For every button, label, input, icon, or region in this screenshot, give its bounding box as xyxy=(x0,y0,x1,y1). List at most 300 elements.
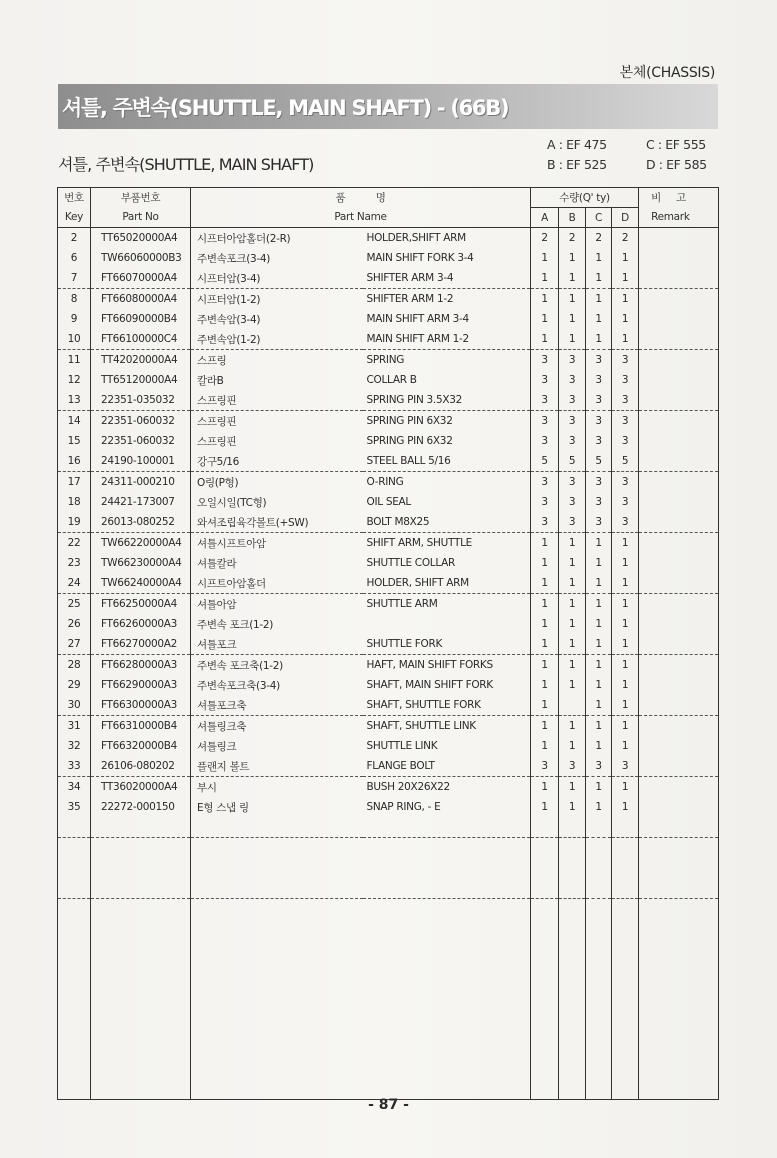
qty-b xyxy=(559,1019,586,1039)
table-row xyxy=(58,289,719,310)
qty-d: 3 xyxy=(612,350,639,371)
qty-b: 1 xyxy=(559,777,586,798)
model-a: A : EF 475 xyxy=(547,137,607,152)
empty-row xyxy=(58,817,719,838)
qty-b xyxy=(559,899,586,920)
remark xyxy=(639,268,719,289)
part-number xyxy=(91,959,191,979)
part-key: 11 xyxy=(58,350,91,371)
part-name-english xyxy=(363,838,531,859)
qty-c: 1 xyxy=(586,736,612,756)
part-name-korean: 플랜지 볼트 xyxy=(191,756,363,777)
qty-c: 1 xyxy=(586,268,612,289)
part-number: TT65020000A4 xyxy=(91,228,191,249)
part-key xyxy=(58,1039,91,1059)
part-name-english: MAIN SHIFT ARM 3-4 xyxy=(363,309,531,329)
empty-row xyxy=(58,999,719,1019)
part-name-english xyxy=(363,878,531,899)
col-key-en: Key xyxy=(58,208,91,228)
part-name-korean xyxy=(191,1039,363,1059)
qty-a: 3 xyxy=(531,350,559,371)
qty-a: 1 xyxy=(531,594,559,615)
qty-d xyxy=(612,817,639,838)
part-key: 30 xyxy=(58,695,91,716)
qty-c: 3 xyxy=(586,390,612,411)
part-name-english: O-RING xyxy=(363,472,531,493)
part-key: 33 xyxy=(58,756,91,777)
part-name-english: MAIN SHIFT ARM 1-2 xyxy=(363,329,531,350)
part-number: FT66250000A4 xyxy=(91,594,191,615)
qty-c xyxy=(586,959,612,979)
part-name-korean: 오일시일(TC형) xyxy=(191,492,363,512)
qty-d: 3 xyxy=(612,472,639,493)
part-name-english: STEEL BALL 5/16 xyxy=(363,451,531,472)
model-b: B : EF 525 xyxy=(547,157,607,172)
remark xyxy=(639,899,719,920)
col-part-no-kr: 부품번호 xyxy=(91,188,191,208)
part-name-korean: 셔틀링크축 xyxy=(191,716,363,737)
part-name-korean xyxy=(191,1059,363,1079)
part-name-english: BUSH 20X26X22 xyxy=(363,777,531,798)
table-row xyxy=(58,268,719,289)
qty-a: 1 xyxy=(531,533,559,554)
qty-d xyxy=(612,899,639,920)
qty-a: 3 xyxy=(531,431,559,451)
table-row xyxy=(58,614,719,634)
qty-a xyxy=(531,919,559,939)
qty-a: 1 xyxy=(531,614,559,634)
qty-b: 1 xyxy=(559,553,586,573)
part-key: 14 xyxy=(58,411,91,432)
qty-c: 1 xyxy=(586,573,612,594)
remark xyxy=(639,756,719,777)
parts-table-body xyxy=(58,228,719,1100)
part-name-english: SHUTTLE LINK xyxy=(363,736,531,756)
part-number: 24311-000210 xyxy=(91,472,191,493)
part-name-korean: 강구5/16 xyxy=(191,451,363,472)
qty-c: 1 xyxy=(586,777,612,798)
part-name-english: SHUTTLE ARM xyxy=(363,594,531,615)
part-key: 32 xyxy=(58,736,91,756)
part-name-korean: 셔틀포크축 xyxy=(191,695,363,716)
part-name-english: SHIFTER ARM 1-2 xyxy=(363,289,531,310)
part-number xyxy=(91,939,191,959)
part-name-korean: 주변속포크축(3-4) xyxy=(191,675,363,695)
part-key xyxy=(58,899,91,920)
qty-c: 2 xyxy=(586,228,612,249)
remark xyxy=(639,817,719,838)
remark xyxy=(639,553,719,573)
part-name-korean: 셔틀포크 xyxy=(191,634,363,655)
part-name-english: SPRING xyxy=(363,350,531,371)
qty-a: 1 xyxy=(531,268,559,289)
empty-row xyxy=(58,899,719,920)
part-name-korean: 와셔조립육각볼트(+SW) xyxy=(191,512,363,533)
qty-d: 5 xyxy=(612,451,639,472)
remark xyxy=(639,939,719,959)
remark xyxy=(639,390,719,411)
part-name-english: OIL SEAL xyxy=(363,492,531,512)
table-row xyxy=(58,594,719,615)
remark xyxy=(639,695,719,716)
qty-a: 3 xyxy=(531,472,559,493)
part-number xyxy=(91,858,191,878)
part-name-korean xyxy=(191,838,363,859)
qty-d: 3 xyxy=(612,512,639,533)
qty-b: 5 xyxy=(559,451,586,472)
part-name-korean: 셔틀아암 xyxy=(191,594,363,615)
col-qty-a: A xyxy=(531,208,559,228)
qty-c: 1 xyxy=(586,695,612,716)
part-number xyxy=(91,899,191,920)
part-number: TT65120000A4 xyxy=(91,370,191,390)
part-name-korean: 주변속포크(3-4) xyxy=(191,248,363,268)
part-key xyxy=(58,1059,91,1079)
part-key: 31 xyxy=(58,716,91,737)
part-number: FT66070000A4 xyxy=(91,268,191,289)
part-name-english xyxy=(363,939,531,959)
qty-a xyxy=(531,858,559,878)
part-name-english: SPRING PIN 6X32 xyxy=(363,431,531,451)
qty-c xyxy=(586,878,612,899)
qty-d: 1 xyxy=(612,533,639,554)
part-name-english: SHUTTLE COLLAR xyxy=(363,553,531,573)
qty-b: 1 xyxy=(559,716,586,737)
table-row xyxy=(58,451,719,472)
part-name-korean: 주변속 포크축(1-2) xyxy=(191,655,363,676)
qty-d: 1 xyxy=(612,655,639,676)
part-name-english: SHAFT, SHUTTLE LINK xyxy=(363,716,531,737)
remark xyxy=(639,573,719,594)
model-c: C : EF 555 xyxy=(646,137,706,152)
qty-b: 1 xyxy=(559,329,586,350)
part-key: 27 xyxy=(58,634,91,655)
qty-c: 3 xyxy=(586,756,612,777)
qty-b: 1 xyxy=(559,533,586,554)
remark xyxy=(639,878,719,899)
part-key xyxy=(58,959,91,979)
qty-c: 1 xyxy=(586,634,612,655)
part-number: 22351-035032 xyxy=(91,390,191,411)
qty-d xyxy=(612,999,639,1019)
qty-d: 1 xyxy=(612,695,639,716)
qty-c: 1 xyxy=(586,675,612,695)
part-name-korean: 스프링핀 xyxy=(191,431,363,451)
empty-row xyxy=(58,1039,719,1059)
qty-d: 1 xyxy=(612,289,639,310)
empty-row xyxy=(58,1059,719,1079)
qty-b xyxy=(559,939,586,959)
part-name-english xyxy=(363,1019,531,1039)
part-number: FT66310000B4 xyxy=(91,716,191,737)
part-name-korean xyxy=(191,817,363,838)
part-name-korean xyxy=(191,999,363,1019)
page-subtitle: 셔틀, 주변속(SHUTTLE, MAIN SHAFT) xyxy=(58,155,314,174)
part-name-korean: 주변속암(3-4) xyxy=(191,309,363,329)
qty-d xyxy=(612,939,639,959)
qty-a: 3 xyxy=(531,512,559,533)
col-key-kr: 번호 xyxy=(58,188,91,208)
part-name-korean xyxy=(191,939,363,959)
qty-b: 3 xyxy=(559,472,586,493)
col-part-no-en: Part No xyxy=(91,208,191,228)
qty-b xyxy=(559,979,586,999)
table-row xyxy=(58,573,719,594)
part-name-korean xyxy=(191,959,363,979)
qty-b xyxy=(559,1059,586,1079)
table-row xyxy=(58,350,719,371)
part-name-korean: 셔틀칼라 xyxy=(191,553,363,573)
part-number: 26106-080202 xyxy=(91,756,191,777)
qty-d xyxy=(612,838,639,859)
part-number xyxy=(91,1019,191,1039)
part-key xyxy=(58,878,91,899)
qty-c: 3 xyxy=(586,492,612,512)
qty-b xyxy=(559,838,586,859)
qty-a: 1 xyxy=(531,675,559,695)
qty-c: 3 xyxy=(586,431,612,451)
part-number: FT66300000A3 xyxy=(91,695,191,716)
part-key xyxy=(58,999,91,1019)
part-key xyxy=(58,1019,91,1039)
part-name-korean xyxy=(191,858,363,878)
remark xyxy=(639,959,719,979)
part-name-korean: 셔틀시프트아암 xyxy=(191,533,363,554)
qty-a: 1 xyxy=(531,716,559,737)
qty-c: 1 xyxy=(586,309,612,329)
qty-d: 3 xyxy=(612,431,639,451)
qty-d: 1 xyxy=(612,309,639,329)
part-name-english: SNAP RING, - E xyxy=(363,797,531,817)
part-name-korean: O링(P형) xyxy=(191,472,363,493)
part-number: TW66060000B3 xyxy=(91,248,191,268)
part-name-english xyxy=(363,919,531,939)
qty-b xyxy=(559,999,586,1019)
part-name-english xyxy=(363,979,531,999)
part-name-english: SHIFTER ARM 3-4 xyxy=(363,268,531,289)
part-number xyxy=(91,817,191,838)
remark xyxy=(639,350,719,371)
part-name-english xyxy=(363,614,531,634)
part-number xyxy=(91,919,191,939)
qty-a: 1 xyxy=(531,736,559,756)
qty-a: 1 xyxy=(531,573,559,594)
qty-c xyxy=(586,899,612,920)
qty-b: 1 xyxy=(559,797,586,817)
qty-d xyxy=(612,1059,639,1079)
qty-c xyxy=(586,1059,612,1079)
qty-b: 3 xyxy=(559,756,586,777)
remark xyxy=(639,1039,719,1059)
page-number: - 87 - xyxy=(368,1097,409,1113)
qty-d: 1 xyxy=(612,675,639,695)
table-row xyxy=(58,655,719,676)
qty-c: 1 xyxy=(586,594,612,615)
part-number: TW66240000A4 xyxy=(91,573,191,594)
qty-a xyxy=(531,939,559,959)
col-qty-kr: 수량(Q' ty) xyxy=(531,188,639,208)
remark xyxy=(639,919,719,939)
qty-c: 1 xyxy=(586,797,612,817)
part-name-korean: 주변속암(1-2) xyxy=(191,329,363,350)
empty-row xyxy=(58,939,719,959)
part-key: 23 xyxy=(58,553,91,573)
qty-a: 1 xyxy=(531,309,559,329)
qty-d: 3 xyxy=(612,370,639,390)
part-name-english: SHAFT, MAIN SHIFT FORK xyxy=(363,675,531,695)
qty-d: 3 xyxy=(612,390,639,411)
part-name-korean: 주변속 포크(1-2) xyxy=(191,614,363,634)
part-key xyxy=(58,979,91,999)
table-row xyxy=(58,756,719,777)
part-number xyxy=(91,1059,191,1079)
qty-d: 3 xyxy=(612,411,639,432)
part-key: 25 xyxy=(58,594,91,615)
qty-d xyxy=(612,858,639,878)
qty-a: 2 xyxy=(531,228,559,249)
remark xyxy=(639,858,719,878)
remark xyxy=(639,492,719,512)
part-name-english: MAIN SHIFT FORK 3-4 xyxy=(363,248,531,268)
part-number xyxy=(91,838,191,859)
qty-b: 1 xyxy=(559,655,586,676)
part-name-english: COLLAR B xyxy=(363,370,531,390)
banner-title: 셔틀, 주변속(SHUTTLE, MAIN SHAFT) - (66B) xyxy=(62,96,509,120)
qty-c: 3 xyxy=(586,512,612,533)
qty-b xyxy=(559,878,586,899)
qty-b: 3 xyxy=(559,350,586,371)
col-qty-d: D xyxy=(612,208,639,228)
part-name-korean: 스프링 xyxy=(191,350,363,371)
qty-a: 3 xyxy=(531,756,559,777)
part-name-korean xyxy=(191,899,363,920)
remark xyxy=(639,1019,719,1039)
part-key xyxy=(58,919,91,939)
part-key: 8 xyxy=(58,289,91,310)
part-key xyxy=(58,939,91,959)
part-name-korean: E형 스냅 링 xyxy=(191,797,363,817)
remark xyxy=(639,431,719,451)
table-row xyxy=(58,329,719,350)
qty-b: 1 xyxy=(559,289,586,310)
part-key: 17 xyxy=(58,472,91,493)
qty-c xyxy=(586,1039,612,1059)
part-key: 26 xyxy=(58,614,91,634)
qty-c xyxy=(586,999,612,1019)
part-number: FT66090000B4 xyxy=(91,309,191,329)
qty-b xyxy=(559,959,586,979)
qty-d: 1 xyxy=(612,248,639,268)
table-row xyxy=(58,411,719,432)
part-key xyxy=(58,817,91,838)
part-number: 24421-173007 xyxy=(91,492,191,512)
table-row xyxy=(58,675,719,695)
qty-b: 2 xyxy=(559,228,586,249)
remark xyxy=(639,614,719,634)
part-name-korean: 부시 xyxy=(191,777,363,798)
qty-c: 1 xyxy=(586,614,612,634)
table-row xyxy=(58,390,719,411)
part-name-korean: 시프터암(1-2) xyxy=(191,289,363,310)
remark xyxy=(639,1059,719,1079)
qty-a xyxy=(531,878,559,899)
part-name-english: SPRING PIN 6X32 xyxy=(363,411,531,432)
part-key: 9 xyxy=(58,309,91,329)
qty-d: 1 xyxy=(612,268,639,289)
table-row xyxy=(58,716,719,737)
qty-d xyxy=(612,959,639,979)
remark xyxy=(639,472,719,493)
part-number: TW66230000A4 xyxy=(91,553,191,573)
part-key: 7 xyxy=(58,268,91,289)
part-name-korean: 시프터암(3-4) xyxy=(191,268,363,289)
part-key: 13 xyxy=(58,390,91,411)
qty-b: 1 xyxy=(559,634,586,655)
remark xyxy=(639,675,719,695)
qty-c: 1 xyxy=(586,248,612,268)
qty-c: 1 xyxy=(586,553,612,573)
part-number: 22272-000150 xyxy=(91,797,191,817)
qty-d: 3 xyxy=(612,756,639,777)
qty-c xyxy=(586,817,612,838)
qty-a: 1 xyxy=(531,553,559,573)
table-row xyxy=(58,228,719,249)
table-row xyxy=(58,736,719,756)
qty-c xyxy=(586,939,612,959)
remark xyxy=(639,248,719,268)
remark xyxy=(639,512,719,533)
remark xyxy=(639,594,719,615)
part-key: 16 xyxy=(58,451,91,472)
qty-a: 1 xyxy=(531,777,559,798)
qty-b: 1 xyxy=(559,268,586,289)
empty-row xyxy=(58,878,719,899)
col-part-name-kr: 품 명 xyxy=(191,188,531,208)
table-row xyxy=(58,512,719,533)
qty-d: 1 xyxy=(612,594,639,615)
table-row xyxy=(58,634,719,655)
qty-a xyxy=(531,817,559,838)
part-name-korean: 칼라B xyxy=(191,370,363,390)
remark xyxy=(639,777,719,798)
part-number: 24190-100001 xyxy=(91,451,191,472)
part-name-english: HOLDER, SHIFT ARM xyxy=(363,573,531,594)
part-number: 26013-080252 xyxy=(91,512,191,533)
part-name-korean: 시프터아암홀더(2-R) xyxy=(191,228,363,249)
qty-d: 2 xyxy=(612,228,639,249)
part-name-english xyxy=(363,1039,531,1059)
empty-row xyxy=(58,838,719,859)
qty-a: 3 xyxy=(531,492,559,512)
part-key: 15 xyxy=(58,431,91,451)
part-name-english: SHIFT ARM, SHUTTLE xyxy=(363,533,531,554)
qty-b: 3 xyxy=(559,512,586,533)
part-key: 24 xyxy=(58,573,91,594)
remark xyxy=(639,979,719,999)
part-key: 12 xyxy=(58,370,91,390)
table-row xyxy=(58,248,719,268)
qty-a: 1 xyxy=(531,634,559,655)
part-name-korean: 스프링핀 xyxy=(191,390,363,411)
col-remark-en: Remark xyxy=(639,208,719,228)
qty-b: 1 xyxy=(559,309,586,329)
qty-b xyxy=(559,1039,586,1059)
part-name-english: HAFT, MAIN SHIFT FORKS xyxy=(363,655,531,676)
part-name-english xyxy=(363,999,531,1019)
table-row xyxy=(58,695,719,716)
remark xyxy=(639,838,719,859)
qty-b xyxy=(559,919,586,939)
